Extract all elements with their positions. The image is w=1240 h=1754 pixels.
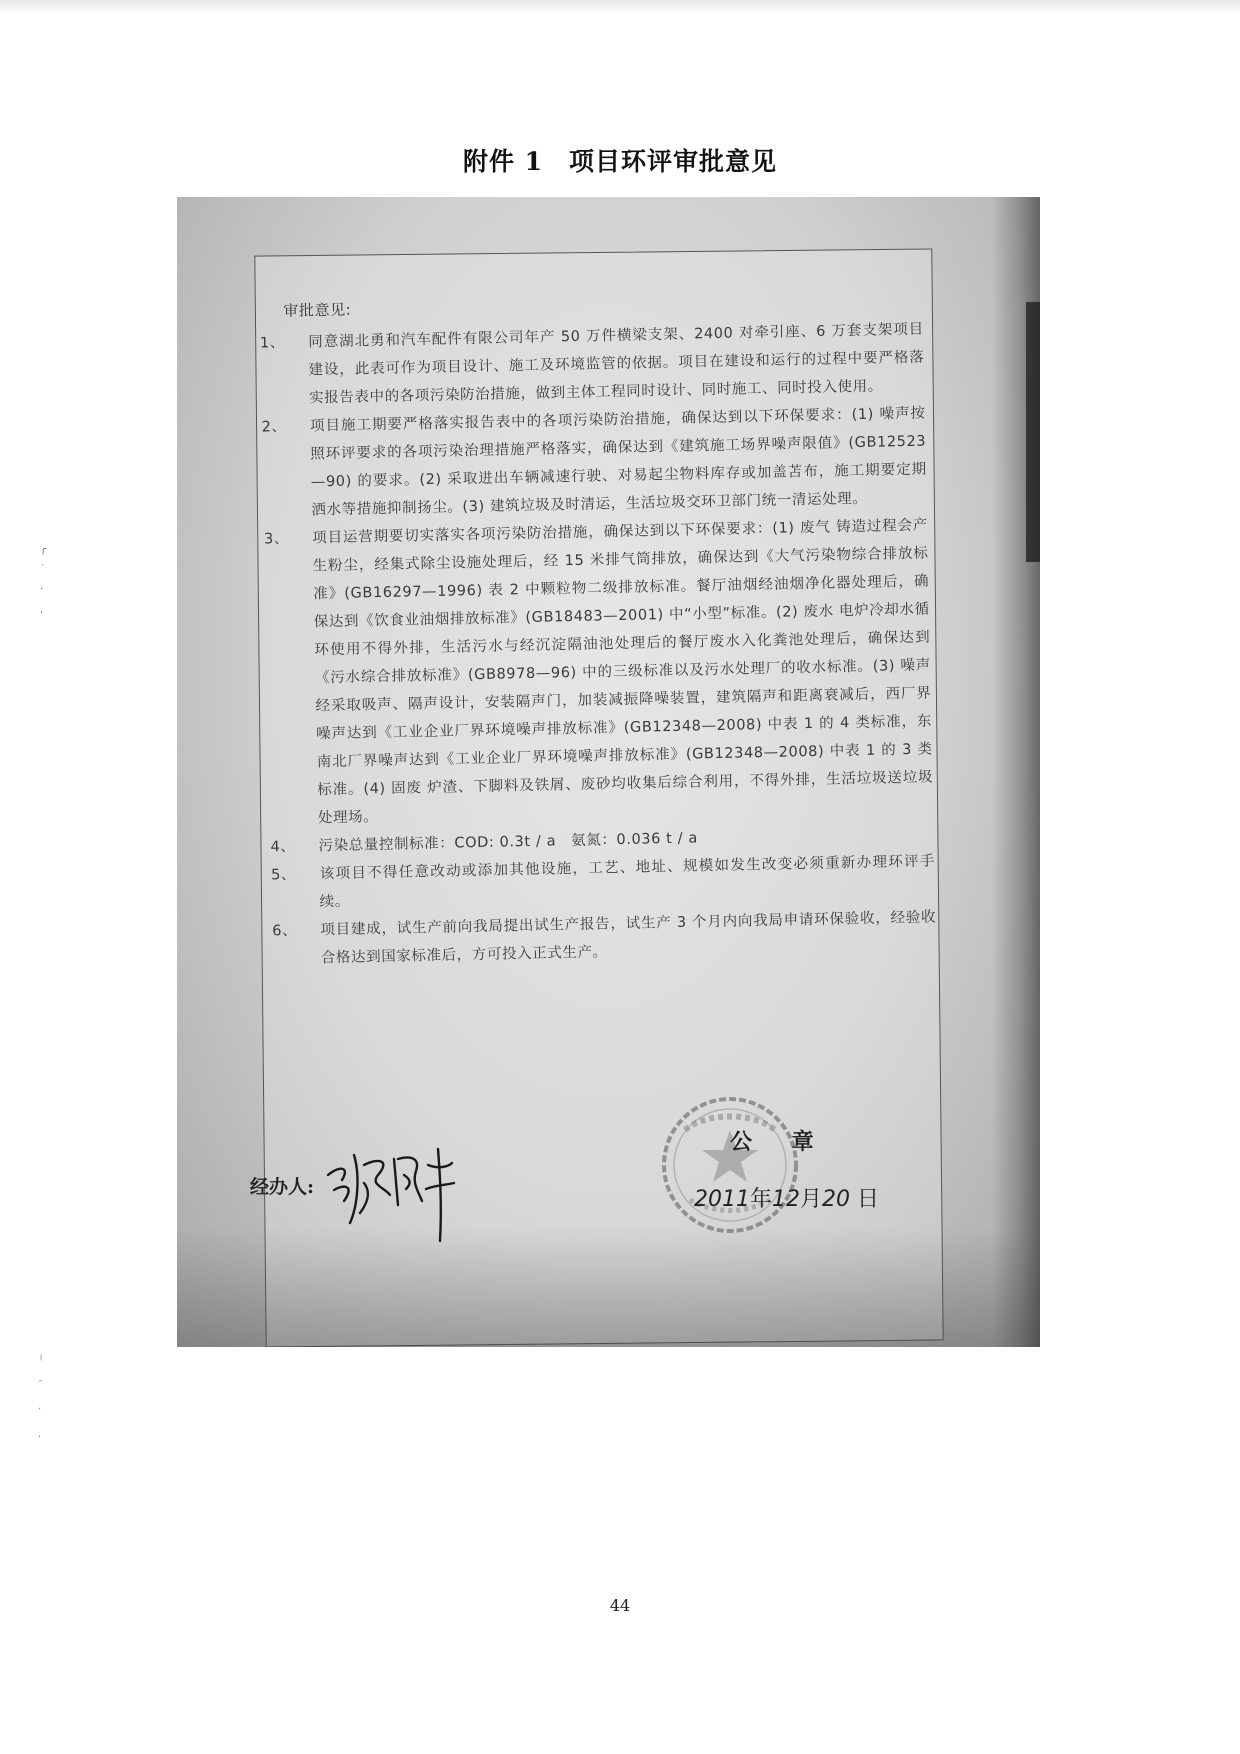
- photo-shadow: [992, 197, 1040, 1347]
- approval-items-list: [259, 316, 937, 973]
- official-seal: [655, 1090, 805, 1240]
- photo-shadow-bottom: [177, 1227, 1040, 1347]
- approval-item-number: 3、: [263, 530, 290, 548]
- approval-item-number: 6、: [272, 922, 298, 940]
- scan-margin-marks-lower: ╵ ˉ · ˌ: [38, 1356, 45, 1439]
- approval-item: [261, 400, 927, 525]
- scan-margin-marks: ╭ ˙ · ˌ: [40, 544, 47, 615]
- approval-item: [263, 512, 934, 833]
- date-day-handwritten: 20: [822, 1187, 851, 1212]
- approval-item-text: 同意湖北勇和汽车配件有限公司年产 50 万件横梁支架、2400 对牵引座、6 万套支架项目建设，此表可作为项目设计、施工及环境监管的依据。项目在建设和运行的过程中要严格落实报告表中的各项污染防治措施，做到主体工程同时设计、同时施工、同时投入使用。: [307, 321, 925, 407]
- approval-date: [694, 1182, 879, 1213]
- handler-signature: [320, 1135, 460, 1245]
- approval-item-text: 项目运营期要切实落实各项污染防治措施，确保达到以下环保要求：(1) 废气 铸造过程会产生粉尘，经集式除尘设施处理后，经 15 米排气筒排放，确保达到《大气污染物综合排放标准》(GB16297—1996) 表 2 中颗粒物二级排放标准。餐厅油烟经油烟净化器处理后，确保达到《饮食业油烟排放标准》(GB18483—2001) 中“小型”标准。(2) 废水 电炉冷却水循环使用不得外排，生活污水与经沉淀隔油池处理后的餐厅废水入化粪池处理后，确保达到《污水综合排放标准》(GB8978—96) 中的三级标准以及污水处理厂的收水标准。(3) 噪声 经采取吸声、隔声设计，安装隔声门，加装减振降噪装置，建筑隔声和距离衰减后，西厂界噪声达到《工业企业厂界环境噪声排放标准》(GB12348—2008) 中表 1 的 4 类标准，东南北厂界噪声达到《工业企业厂界环境噪声排放标准》(GB12348—2008) 中表 1 的 3 类标准。(4) 固废 炉渣、下脚料及铁屑、废砂均收集后综合利用，不得外排，生活垃圾送垃圾处理场。: [311, 517, 934, 827]
- date-month-handwritten: 12: [772, 1187, 801, 1212]
- date-year-handwritten: 2011: [694, 1187, 750, 1212]
- approval-opinion-text: [259, 284, 937, 973]
- scan-top-edge: [0, 0, 1240, 14]
- date-month-char: 月: [800, 1187, 823, 1212]
- date-day-char: 日: [857, 1187, 880, 1212]
- approval-item-text: 项目施工期要严格落实报告表中的各项污染防治措施，确保达到以下环保要求：(1) 噪声按照环评要求的各项污染治理措施严格落实，确保达到《建筑施工场界噪声限值》(GB12523—90) 的要求。(2) 采取进出车辆减速行驶、对易起尘物料库存或加盖苫布，施工期要定期洒水等措施抑制扬尘。(3) 建筑垃圾及时清运，生活垃圾交环卫部门统一清运处理。: [309, 405, 927, 519]
- approval-item-number: 1、: [259, 334, 286, 352]
- seal-label: 公 章: [730, 1129, 830, 1155]
- approval-heading: 审批意见:: [283, 300, 352, 320]
- approval-item-text: 该项目不得任意改动或添加其他设施，工艺、地址、规模如发生改变必须重新办理环评手续。: [318, 853, 936, 911]
- date-year-char: 年: [750, 1187, 773, 1212]
- handler-label: 经办人:: [250, 1176, 315, 1198]
- page-title: 附件 1 项目环评审批意见: [462, 147, 778, 176]
- approval-item: [259, 316, 926, 413]
- approval-item-number: 2、: [261, 418, 287, 436]
- approval-item-number: 5、: [270, 866, 297, 884]
- approval-item-text: 污染总量控制标准：COD: 0.3t / a 氨氮：0.036 t / a: [318, 830, 699, 855]
- page-number: 44: [609, 1596, 631, 1615]
- approval-item-text: 项目建成，试生产前向我局提出试生产报告，试生产 3 个月内向我局申请环保验收，经验收合格达到国家标准后，方可投入正式生产。: [320, 909, 937, 967]
- approval-item-number: 4、: [270, 838, 296, 856]
